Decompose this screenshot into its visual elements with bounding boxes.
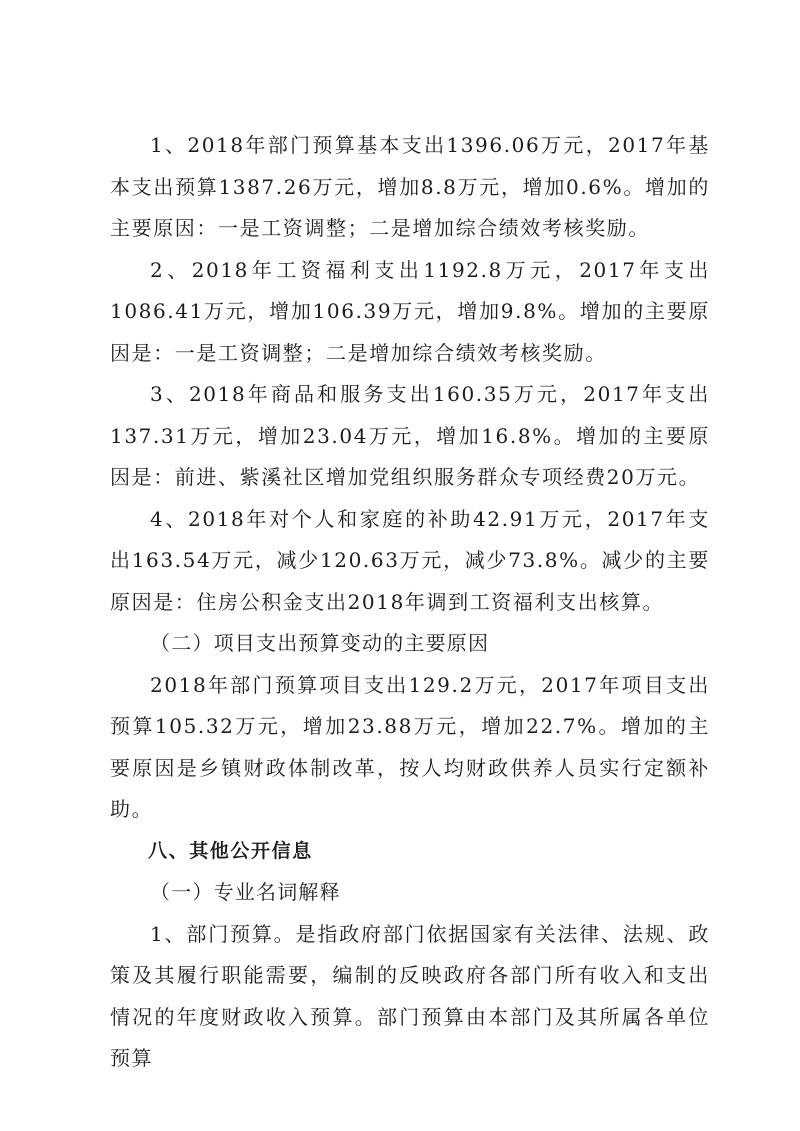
paragraph-basic-expenditure: 1、2018年部门预算基本支出1396.06万元，2017年基本支出预算1387.26万元，增加8.8万元，增加0.6%。增加的主要原因：一是工资调整；二是增加综合绩效考核奖励。: [110, 133, 710, 240]
subheading-term-explanation: （一）专业名词解释: [150, 880, 341, 904]
paragraph-project-expenditure: 2018年部门预算项目支出129.2万元，2017年项目支出预算105.32万元，增加23.88万元，增加22.7%。增加的主要原因是乡镇财政体制改革，按人均财政供养人员实行定额补助。: [110, 672, 710, 821]
section-heading-other-info: 八、其他公开信息: [148, 839, 313, 862]
document-body: [110, 125, 710, 1080]
paragraph-goods-services: 3、2018年商品和服务支出160.35万元，2017年支出137.31万元，增加23.04万元，增加16.8%。增加的主要原因是：前进、紫溪社区增加党组织服务群众专项经费20万元。: [110, 382, 710, 489]
paragraph-salary-welfare: 2、2018年工资福利支出1192.8万元，2017年支出1086.41万元，增加106.39万元，增加9.8%。增加的主要原因是：一是工资调整；二是增加综合绩效考核奖励。: [110, 257, 710, 365]
paragraph-department-budget-definition: 1、部门预算。是指政府部门依据国家有关法律、法规、政策及其履行职能需要，编制的反映政府各部门所有收入和支出情况的年度财政收入预算。部门预算由本部门及其所属各单位预算: [110, 921, 710, 1070]
subheading-project-expenditure: （二）项目支出预算变动的主要原因: [150, 631, 490, 655]
paragraph-household-subsidy: 4、2018年对个人和家庭的补助42.91万元，2017年支出163.54万元，减少120.63万元，减少73.8%。减少的主要原因是：住房公积金支出2018年调到工资福利支出核算。: [110, 506, 710, 614]
